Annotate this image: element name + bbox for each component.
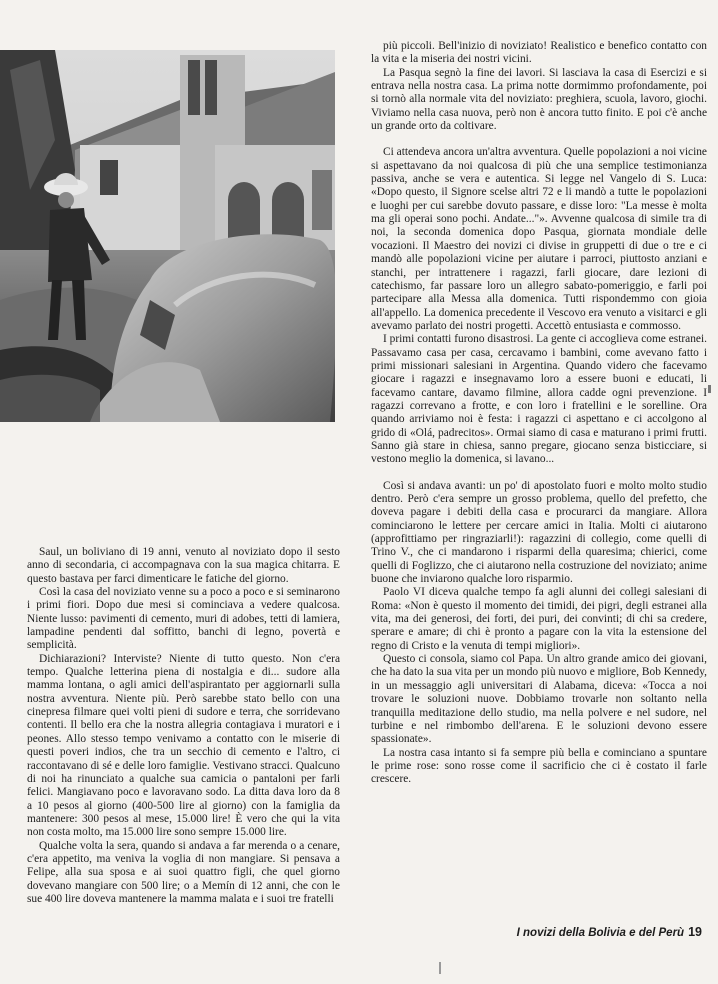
scan-mark	[439, 962, 441, 974]
scan-edge-mark	[708, 385, 711, 393]
paragraph: I primi contatti furono disastrosi. La gente ci accoglieva come estranei. Passavamo casa per casa, cercavamo i bambini, come avevano fatto i primi missionari salesiani in Argentina. Quando videro che facevamo giocare i ragazzi e insegnavamo loro a essere buoni e educati, li facevamo cantare, davamo filmine, allora cadde ogni prevenzione. I ragazzi correvano a frotte, e con loro i fratellini e le sorelline. Ora quando arriviamo noi è festa: i ragazzi ci aspettano e ci accolgono al grido di «Olá, padrecitos». Ormai siamo di casa e maturano i primi frutti. Sanno già stare in chiesa, sanno pregare, giocano senza bisticciare, si vestono meglio la domenica, si lavano...	[371, 333, 707, 466]
paragraph: Saul, un boliviano di 19 anni, venuto al noviziato dopo il sesto anno di secondaria, ci accompagnava con la sua magica chitarra. E questo bastava per farci dimenticare le fatiche del giorno.	[27, 546, 340, 585]
paragraph: più piccoli. Bell'inizio di noviziato! Realistico e benefico contatto con la vita e la miseria dei nostri vicini.	[371, 40, 707, 66]
photo-novices-building-site	[0, 50, 335, 422]
article-right-column	[371, 40, 707, 787]
paragraph: La nostra casa intanto si fa sempre più bella e cominciano a spuntare le prime rose: sono rosse come il sacrificio che ci è costato il farle crescere.	[371, 746, 707, 786]
paragraph: Così la casa del noviziato venne su a poco a poco e si seminarono i primi fiori. Dopo due mesi si cominciava a vedere qualcosa. Niente lusso: pavimenti di cemento, muri di adobes, tetti di lamiera, lampadine pendenti dal soffitto, banchi di legno, povertà e semplicità.	[27, 586, 340, 652]
paragraph: Paolo VI diceva qualche tempo fa agli alunni dei collegi salesiani di Roma: «Non è questo il momento dei timidi, dei pigri, degli estranei alla vita, ma dei generosi, dei forti, dei puri, dei convinti; di chi sa credere, sperare e amare; di chi è pronto a pagare con la vita la estensione del regno di Cristo e la venuta di tempi migliori».	[371, 586, 707, 652]
page-number: 19	[688, 925, 702, 939]
running-title: I novizi della Bolivia e del Perù	[516, 927, 685, 939]
paragraph: Qualche volta la sera, quando si andava a far merenda o a cenare, c'era appetito, ma veniva la voglia di non mangiare. Si pensava a Felipe, alla sua sposa e ai suoi quattro figli, che quel giorno dovevano mangiare con 500 lire; o a Memín di 12 anni, che con le sue 400 lire doveva mantenere la mamma malata e i suoi tre fratelli	[27, 839, 340, 905]
paragraph: Così si andava avanti: un po' di apostolato fuori e molto molto studio dentro. Però c'era sempre un grosso problema, quello del prefetto, che doveva pagare i debiti della casa e procurarci da mangiare. Allora cominciarono le lettere per cercare amici in Italia. Molti ci aiutarono (approfittiamo per ringraziarli!): ragazzini di collegio, come quelli di Trino V., che ci mandarono i risparmi della quaresima; chierici, come quelli di Foglizzo, che ci aiutarono nella costruzione del noviziato; anime buone che inviarono qualche loro risparmio.	[371, 479, 707, 586]
page-footer	[462, 925, 702, 939]
paragraph: La Pasqua segnò la fine dei lavori. Si lasciava la casa di Esercizi e si entrava nella nostra casa. La prima notte dormimmo profondamente, poi si tornò alla normale vita del noviziato: preghiera, scuola, lavoro, giochi. Viviamo nella casa nuova, però non è ancora tutto finito. E poi c'è anche un grande orto da coltivare.	[371, 66, 707, 133]
paragraph: Ci attendeva ancora un'altra avventura. Quelle popolazioni a noi vicine si aspettavano da noi qualcosa di più che una semplice testimonianza passiva, anche se vera e autentica. Si legge nel Vangelo di S. Luca: «Dopo questo, il Signore scelse altri 72 e li mandò a tutte le popolazioni e luoghi per cui sarebbe dovuto passare, e disse loro: "La messe è molta ma gli operai sono pochi. Andate..."». Avvenne qualcosa di simile tra di noi, la seconda domenica dopo Pasqua, giornata mondiale delle vocazioni. Il Maestro dei novizi ci divise in gruppetti di due o tre e ci mandò alle popolazioni vicine per aiutare i parroci, piuttosto anziani e stanchi, per intrattenere i ragazzi, farli giocare, dare lezioni di catechismo, far passare loro un allegro sabato-pomeriggio, e farli poi partecipare alla Messa alla domenica. Tutti rispondemmo con gioia all'appello. La domenica precedente il Vescovo era venuto a visitarci e gli avevamo parlato dei nostri progetti. Accettò entusiasta e commosso.	[371, 146, 707, 332]
paragraph: Questo ci consola, siamo col Papa. Un altro grande amico dei giovani, che ha dato la sua vita per un mondo più nuovo e migliore, Bob Kennedy, in un messaggio agli universitari di Alabama, diceva: «Tocca a noi trovare le soluzioni nuove. Dobbiamo trovarle non soltanto nella tranquilla meditazione dello studio, ma nella polvere e nel sudore, nel turbine e nel rimbombo dell'arena. E le soluzioni devono essere spassionate».	[371, 653, 707, 746]
paragraph: Dichiarazioni? Interviste? Niente di tutto questo. Non c'era tempo. Qualche letterina piena di nostalgia e di... sudore alla mamma lontana, o agli amici dell'aspirantato per aggiornarli sulla nostra avventura. Niente più. Però sarebbe stato bello con una cinepresa filmare quei volti pieni di sudore e terra, che sorridevano contenti. Il bello era che la nostra allegria contagiava i muratori e i peones. Allo stesso tempo venivamo a contatto con le miserie di questi poveri indios, che tra un secchio di cemento e l'altro, ci raccontavano di sé e delle loro famiglie. Vestivano stracci. Qualcuno di noi ha rinunciato a qualche sua camicia o pantaloni per farli felici. Mangiavano poco e lavoravano sodo. La ditta dava loro da 8 a 10 pesos al giorno (400-500 lire al giorno) con la famiglia da mantenere: 300 pesos al mese, 15.000 lire! È vero che qui la vita non costa molto, ma 15.000 lire sono sempre 15.000 lire.	[27, 652, 340, 839]
article-left-column	[27, 546, 340, 906]
